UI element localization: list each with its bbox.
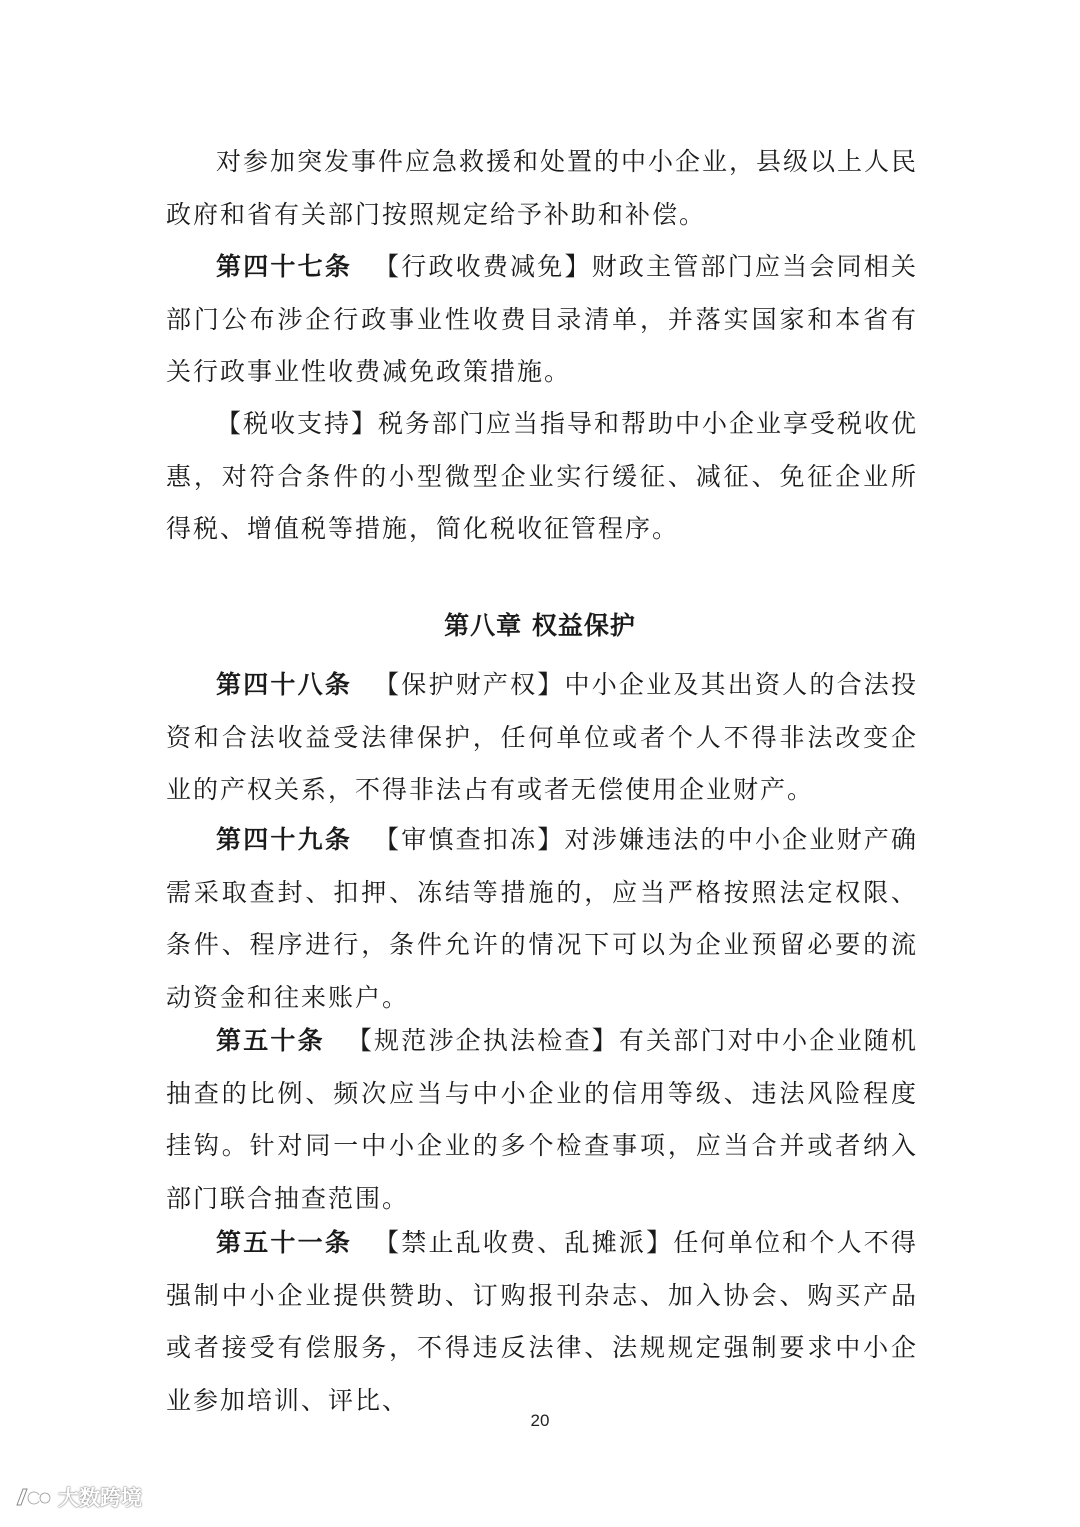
paragraph-article-48 [166,659,918,817]
article-51-heading: 第五十一条 [216,1228,353,1257]
paragraph-article-49 [166,814,918,1024]
paragraph-article-51 [166,1217,918,1427]
article-50-heading: 第五十条 [216,1026,325,1055]
paragraph-1 [166,136,918,241]
watermark [12,1482,142,1512]
tax-support-text: 【税收支持】税务部门应当指导和帮助中小企业享受税收优惠，对符合条件的小型微型企业实行缓征、减征、免征企业所得税、增值税等措施，简化税收征管程序。 [166,409,919,543]
article-48-text: 【保护财产权】中小企业及其出资人的合法投资和合法收益受法律保护，任何单位或者个人不得非法改变企业的产权关系，不得非法占有或者无偿使用企业财产。 [166,670,918,804]
article-51-text: 【禁止乱收费、乱摊派】任何单位和个人不得强制中小企业提供赞助、订购报刊杂志、加入协会、购买产品或者接受有偿服务，不得违反法律、法规规定强制要求中小企业参加培训、评比、 [166,1228,918,1415]
paragraph-tax-support [166,398,918,556]
article-47-heading: 第四十七条 [216,252,353,281]
article-47-text: 【行政收费减免】财政主管部门应当会同相关部门公布涉企行政事业性收费目录清单，并落实国家和本省有关行政事业性收费减免政策措施。 [166,252,918,386]
chapter-title: 第八章 权益保护 [444,611,636,640]
watermark-logo-icon [12,1484,52,1510]
article-50-text: 【规范涉企执法检查】有关部门对中小企业随机抽查的比例、频次应当与中小企业的信用等级、违法风险程度挂钩。针对同一中小企业的多个检查事项，应当合并或者纳入部门联合抽查范围。 [166,1026,918,1213]
paragraph-1-text: 对参加突发事件应急救援和处置的中小企业，县级以上人民政府和省有关部门按照规定给予补助和补偿。 [166,147,919,229]
article-49-heading: 第四十九条 [216,825,353,854]
page-number: 20 [530,1411,550,1430]
watermark-text: 大数跨境 [58,1486,142,1510]
paragraph-article-47 [166,241,918,399]
article-48-heading: 第四十八条 [216,670,353,699]
article-49-text: 【审慎查扣冻】对涉嫌违法的中小企业财产确需采取查封、扣押、冻结等措施的，应当严格按照法定权限、条件、程序进行，条件允许的情况下可以为企业预留必要的流动资金和往来账户。 [166,825,918,1012]
paragraph-article-50 [166,1015,918,1225]
